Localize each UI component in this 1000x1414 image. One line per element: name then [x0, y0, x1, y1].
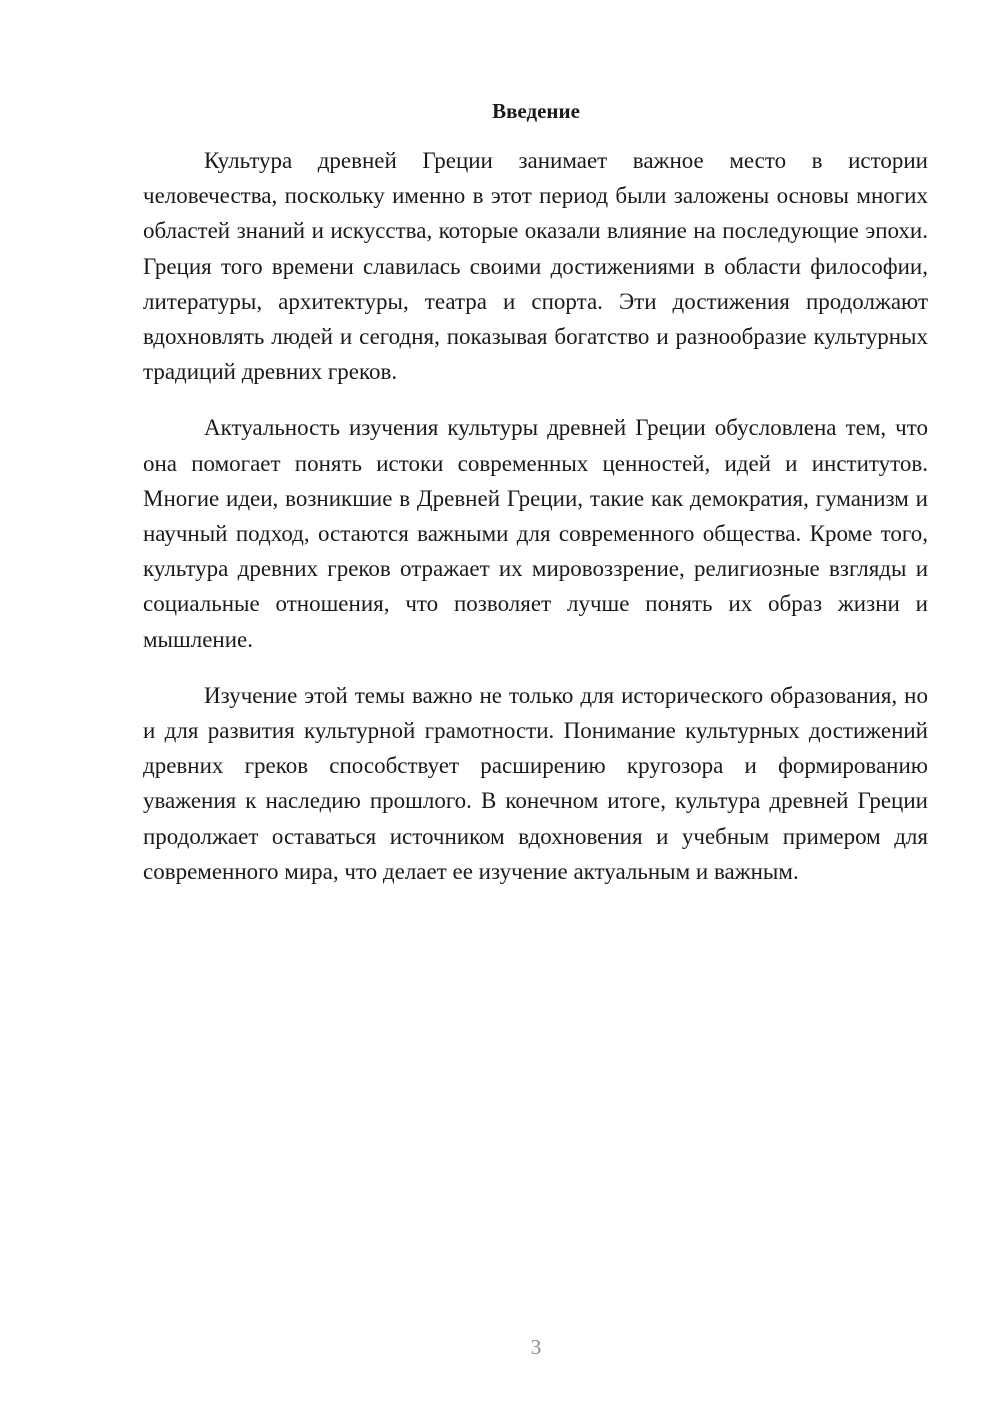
body-text: [143, 143, 928, 910]
section-title: Введение: [492, 99, 580, 123]
paragraph-1: Культура древней Греции занимает важное место в истории человечества, поскольку именно в этот период были заложены основы многих областей знаний и искусства, которые оказали влияние на последующие эпохи. Греция того времени славилась своими достижениями в области философии, литературы, архитектуры, театра и спорта. Эти достижения продолжают вдохновлять людей и сегодня, показывая богатство и разнообразие культурных традиций древних греков.: [143, 148, 928, 385]
page-number: 3: [530, 1335, 542, 1359]
paragraph-3: Изучение этой темы важно не только для исторического образования, но и для развития культурной грамотности. Понимание культурных достижений древних греков способствует расширению кругозора и формированию уважения к наследию прошлого. В конечном итоге, культура древней Греции продолжает оставаться источником вдохновения и учебным примером для современного мира, что делает ее изучение актуальным и важным.: [143, 682, 928, 884]
paragraph-2: Актуальность изучения культуры древней Греции обусловлена тем, что она помогает понять истоки современных ценностей, идей и институтов. Многие идеи, возникшие в Древней Греции, такие как демократия, гуманизм и научный подход, остаются важными для современного общества. Кроме того, культура древних греков отражает их мировоззрение, религиозные взгляды и социальные отношения, что позволяет лучше понять их образ жизни и мышление.: [143, 415, 928, 652]
